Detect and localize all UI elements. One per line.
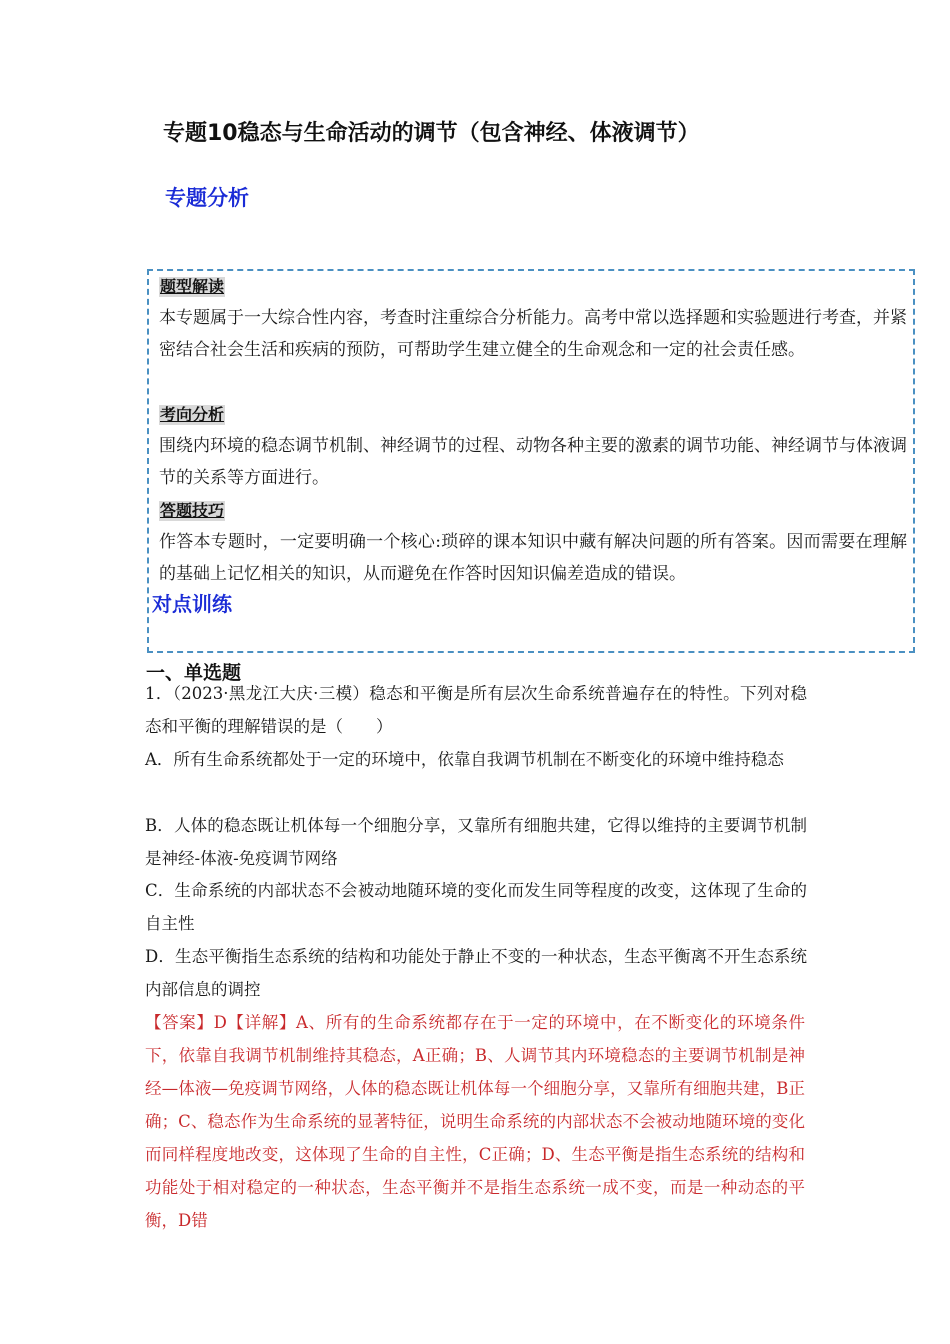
- option-a: A．所有生命系统都处于一定的环境中，依靠自我调节机制在不断变化的环境中维持稳态: [145, 750, 784, 769]
- section-training-heading: 对点训练: [152, 592, 232, 616]
- box-text-direction: 围绕内环境的稳态调节机制、神经调节的过程、动物各种主要的激素的调节功能、神经调节与体液调节的关系等方面进行。: [159, 436, 907, 488]
- page-title: 专题10稳态与生命活动的调节（包含神经、体液调节）: [163, 121, 700, 146]
- box-heading-type: 题型解读: [160, 277, 225, 296]
- box-heading-tips: 答题技巧: [160, 501, 225, 520]
- option-c: C．生命系统的内部状态不会被动地随环境的变化而发生同等程度的改变，这体现了生命的自主性: [145, 881, 807, 933]
- box-heading-direction: 考向分析: [160, 405, 225, 424]
- question-stem: 1．（2023·黑龙江大庆·三模）稳态和平衡是所有层次生命系统普遍存在的特性。下列对稳态和平衡的理解错误的是（ ）: [145, 684, 807, 736]
- answer-explanation: 【答案】D【详解】A、所有的生命系统都存在于一定的环境中，在不断变化的环境条件下，依靠自我调节机制维持其稳态，A正确；B、人调节其内环境稳态的主要调节机制是神经—体液—免疫调节网络，人体的稳态既让机体每一个细胞分享，又靠所有细胞共建，B正确；C、稳态作为生命系统的显著特征，说明生命系统的内部状态不会被动地随环境的变化而同样程度地改变，这体现了生命的自主性，C正确；D、生态平衡是指生态系统的结构和功能处于相对稳定的一种状态，生态平衡并不是指生态系统一成不变，而是一种动态的平衡，D错: [145, 1013, 805, 1230]
- option-d: D．生态平衡指生态系统的结构和功能处于静止不变的一种状态，生态平衡离不开生态系统内部信息的调控: [145, 947, 807, 999]
- box-text-tips: 作答本专题时，一定要明确一个核心:琐碎的课本知识中藏有解决问题的所有答案。因而需要在理解的基础上记忆相关的知识，从而避免在作答时因知识偏差造成的错误。: [159, 532, 907, 584]
- section-analysis-heading: 专题分析: [165, 186, 249, 210]
- box-text-type: 本专题属于一大综合性内容，考查时注重综合分析能力。高考中常以选择题和实验题进行考查，并紧密结合社会生活和疾病的预防，可帮助学生建立健全的生命观念和一定的社会责任感。: [159, 308, 907, 360]
- single-choice-heading: 一、单选题: [146, 662, 242, 684]
- option-b: B．人体的稳态既让机体每一个细胞分享，又靠所有细胞共建，它得以维持的主要调节机制是神经-体液-免疫调节网络: [145, 816, 807, 868]
